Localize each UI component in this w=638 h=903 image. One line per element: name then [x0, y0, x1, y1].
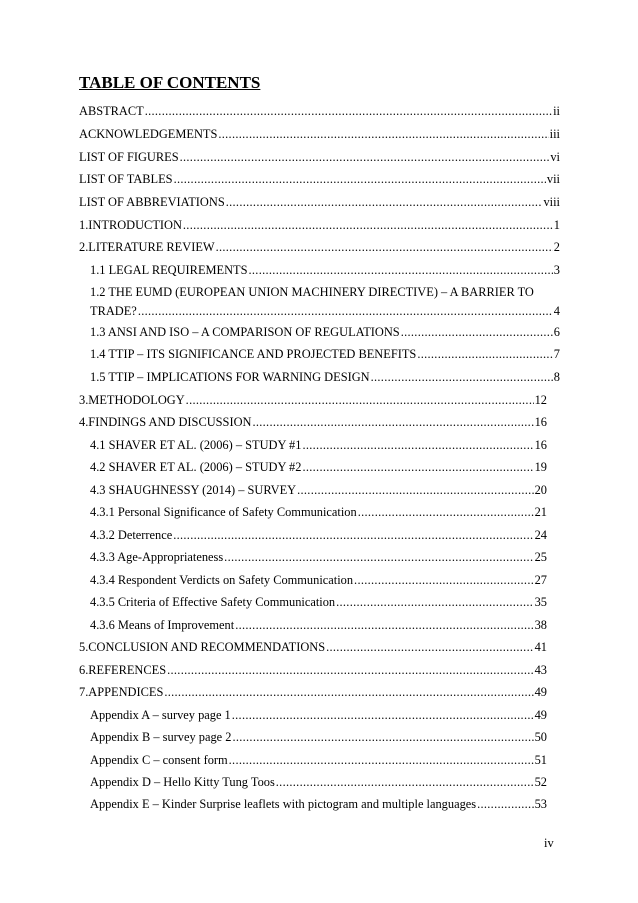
toc-entry-label: 4.1 SHAVER ET AL. (2006) – STUDY #1 — [90, 438, 302, 452]
dot-leader — [173, 528, 533, 543]
toc-entry-label: 1.5 TTIP – IMPLICATIONS FOR WARNING DESIGN — [90, 370, 370, 384]
toc-entry-page: 43 — [534, 663, 547, 677]
toc-entry-label: 4.3.1 Personal Significance of Safety Communication — [90, 505, 357, 519]
toc-entry-number: 5. — [79, 640, 89, 654]
toc-entry — [79, 218, 560, 233]
toc-entry-label: FINDINGS AND DISCUSSION — [88, 415, 252, 429]
toc-entry-label: APPENDICES — [88, 685, 164, 699]
dot-leader — [417, 347, 552, 362]
toc-entry — [79, 240, 560, 255]
toc-entry — [90, 573, 547, 588]
toc-entry — [90, 483, 547, 498]
toc-entry-number: 7. — [79, 685, 89, 699]
toc-entry-label: Appendix B – survey page 2 — [90, 730, 232, 744]
dot-leader — [297, 483, 534, 498]
toc-entry-page: 16 — [534, 415, 547, 429]
toc-entry-label: INTRODUCTION — [88, 218, 182, 232]
dot-leader — [216, 240, 553, 255]
toc-entry — [79, 393, 547, 408]
toc-entry-page: iii — [549, 127, 560, 141]
dot-leader — [358, 505, 534, 520]
toc-entry — [79, 104, 560, 119]
toc-entry-page: 3 — [553, 263, 560, 277]
toc-entry-page: 12 — [534, 393, 547, 407]
dot-leader — [326, 640, 534, 655]
toc-entry-label: 4.2 SHAVER ET AL. (2006) – STUDY #2 — [90, 460, 302, 474]
toc-entry-label: 1.3 ANSI AND ISO – A COMPARISON OF REGULATIONS — [90, 325, 400, 339]
dot-leader — [145, 104, 552, 119]
dot-leader — [232, 708, 534, 723]
toc-entry — [90, 460, 547, 475]
toc-entry-page: 35 — [534, 595, 547, 609]
toc-entry — [79, 172, 560, 187]
dot-leader — [252, 415, 533, 430]
dot-leader — [224, 550, 533, 565]
toc-entry-page: 1 — [553, 218, 560, 232]
toc-entry-label: LITERATURE REVIEW — [88, 240, 215, 254]
toc-entry-label: 1.2 THE EUMD (EUROPEAN UNION MACHINERY DIRECTIVE) – A BARRIER TO — [90, 285, 534, 299]
toc-entry-label: ACKNOWLEDGEMENTS — [79, 127, 218, 141]
toc-entry-label: Appendix D – Hello Kitty Tung Toos — [90, 775, 275, 789]
toc-entry-page: 49 — [534, 708, 547, 722]
toc-entry-number: 3. — [79, 393, 89, 407]
toc-entry-label: LIST OF ABBREVIATIONS — [79, 195, 225, 209]
toc-entry-label: LIST OF TABLES — [79, 172, 173, 186]
toc-entry-label: 4.3.4 Respondent Verdicts on Safety Communication — [90, 573, 354, 587]
toc-entry-label: CONCLUSION AND RECOMMENDATIONS — [88, 640, 326, 654]
toc-entry-page: 6 — [553, 325, 560, 339]
toc-entry — [90, 325, 560, 340]
toc-entry-label: REFERENCES — [88, 663, 167, 677]
toc-heading: TABLE OF CONTENTS — [79, 73, 261, 92]
toc-entry-page: 41 — [534, 640, 547, 654]
toc-entry-label: ABSTRACT — [79, 104, 144, 118]
toc-entry-label: 4.3.6 Means of Improvement — [90, 618, 235, 632]
toc-entry — [90, 708, 547, 723]
toc-entry-page: 24 — [534, 528, 547, 542]
toc-entry — [79, 663, 547, 678]
toc-entry-page: 2 — [553, 240, 560, 254]
toc-entry — [90, 285, 560, 319]
toc-entry-page: 51 — [534, 753, 547, 767]
toc-entry-label: 4.3.3 Age-Appropriateness — [90, 550, 224, 564]
toc-entry — [90, 775, 547, 790]
toc-entry-label: Appendix E – Kinder Surprise leaflets with pictogram and multiple languages — [90, 797, 477, 811]
toc-entry-page: 38 — [534, 618, 547, 632]
toc-entry — [79, 415, 547, 430]
toc-entry-page: 50 — [534, 730, 547, 744]
dot-leader — [276, 775, 534, 790]
toc-entry-number: 2. — [79, 240, 89, 254]
dot-leader — [226, 195, 543, 210]
toc-entry-page: 20 — [534, 483, 547, 497]
toc-entry — [90, 505, 547, 520]
dot-leader — [249, 263, 553, 278]
toc-entry-page: 52 — [534, 775, 547, 789]
toc-entry — [90, 347, 560, 362]
toc-entry-number: 1. — [79, 218, 89, 232]
toc-entry-page: 25 — [534, 550, 547, 564]
toc-entry-page: 7 — [553, 347, 560, 361]
toc-entry — [90, 550, 547, 565]
toc-entry — [90, 595, 547, 610]
dot-leader — [235, 618, 533, 633]
toc-entry-page: 8 — [553, 370, 560, 384]
toc-entry-page: 49 — [534, 685, 547, 699]
toc-entry — [90, 438, 547, 453]
toc-entry — [90, 370, 560, 385]
dot-leader — [371, 370, 553, 385]
dot-leader — [229, 753, 534, 768]
toc-entry — [79, 150, 560, 165]
toc-entry-page: vii — [546, 172, 560, 186]
dot-leader — [302, 438, 533, 453]
toc-entry-number: 4. — [79, 415, 89, 429]
toc-entry-number: 6. — [79, 663, 89, 677]
toc-entry-label: 1.1 LEGAL REQUIREMENTS — [90, 263, 248, 277]
toc-entry — [90, 263, 560, 278]
toc-entry-label: 4.3.2 Deterrence — [90, 528, 173, 542]
toc-entry-page: 16 — [534, 438, 547, 452]
toc-entry-page: 4 — [553, 304, 560, 318]
dot-leader — [167, 663, 534, 678]
toc-entry-label: METHODOLOGY — [88, 393, 185, 407]
toc-entry-label: 4.3 SHAUGHNESSY (2014) – SURVEY — [90, 483, 297, 497]
toc-entry-label: Appendix C – consent form — [90, 753, 228, 767]
toc-entry-page: 27 — [534, 573, 547, 587]
toc-entry-label-continued: TRADE? — [90, 304, 137, 318]
dot-leader — [180, 150, 550, 165]
toc-entry-label: 1.4 TTIP – ITS SIGNIFICANCE AND PROJECTED BENEFITS — [90, 347, 417, 361]
toc-entry — [90, 618, 547, 633]
toc-entry — [90, 797, 547, 812]
toc-entry — [90, 528, 547, 543]
dot-leader — [186, 393, 534, 408]
toc-entry-page: 21 — [534, 505, 547, 519]
toc-entry-page: vi — [550, 150, 560, 164]
toc-entry-label: 4.3.5 Criteria of Effective Safety Communication — [90, 595, 336, 609]
toc-entry-page: ii — [553, 104, 560, 118]
dot-leader — [401, 325, 553, 340]
toc-entry-label: LIST OF FIGURES — [79, 150, 179, 164]
toc-entry — [79, 127, 560, 142]
dot-leader — [174, 172, 546, 187]
dot-leader — [218, 127, 548, 142]
toc-entry-label: Appendix A – survey page 1 — [90, 708, 231, 722]
toc-entry-page: viii — [543, 195, 560, 209]
toc-entry-page: 53 — [534, 797, 547, 811]
toc-entry — [79, 640, 547, 655]
toc-entry-page: 19 — [534, 460, 547, 474]
dot-leader — [354, 573, 534, 588]
dot-leader — [232, 730, 533, 745]
page-number: iv — [544, 836, 554, 850]
dot-leader — [164, 685, 533, 700]
toc-entry — [90, 730, 547, 745]
dot-leader — [183, 218, 553, 233]
toc-entry — [90, 753, 547, 768]
dot-leader — [302, 460, 533, 475]
toc-entry — [79, 195, 560, 210]
dot-leader — [336, 595, 534, 610]
toc-entry — [79, 685, 547, 700]
dot-leader — [138, 304, 553, 319]
dot-leader — [477, 797, 534, 812]
